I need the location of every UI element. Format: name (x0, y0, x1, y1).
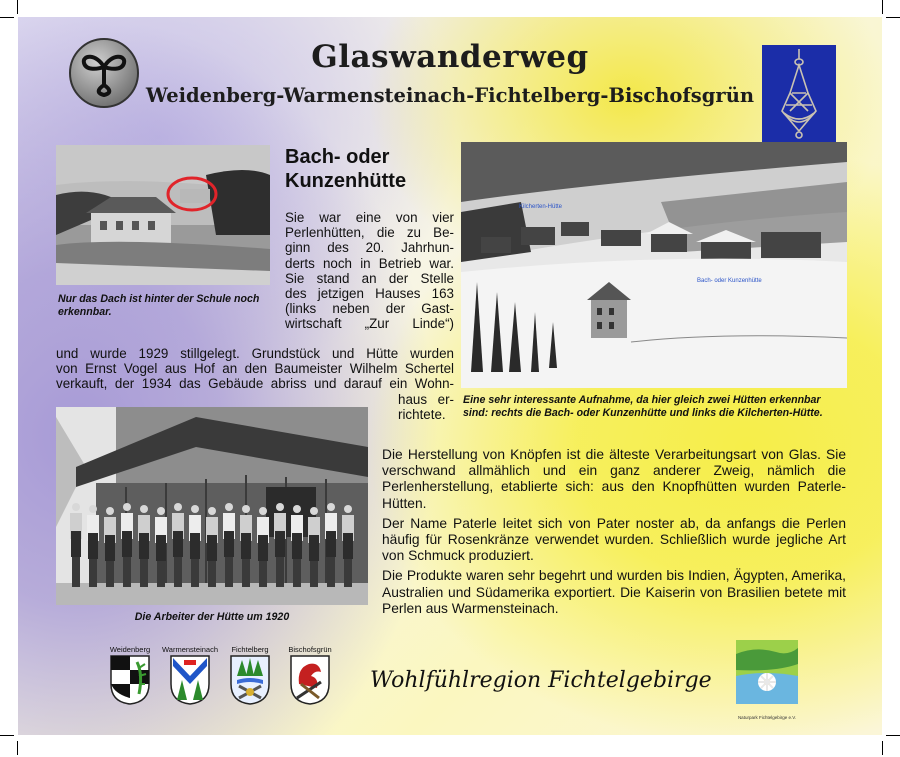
pearl-ornament-photo (762, 45, 836, 145)
section-text-wide (56, 346, 454, 392)
text-line: Sie stand an der Stelle (285, 270, 454, 286)
bischofsgruen-crest-icon (289, 654, 331, 706)
section-text-column (285, 210, 454, 332)
page-title: Glaswanderweg (311, 39, 589, 75)
footer-slogan: Wohlfühlregion Fichtelgebirge (370, 668, 712, 693)
crop-mark (0, 17, 14, 18)
heading-line: Kunzenhütte (285, 170, 407, 192)
text-line: (links neben der Gast- (285, 301, 454, 317)
crest-label: Bischofsgrün (288, 645, 332, 654)
crop-mark (886, 17, 900, 18)
crest-label: Fichtelberg (231, 645, 269, 654)
text-line: des jetzigen Hauses 163 (285, 286, 454, 302)
school-roof-photo (56, 145, 270, 285)
kilcherten-label: Kilcherten-Hütte (519, 204, 563, 210)
section-text-tail (398, 392, 454, 422)
section-heading (285, 145, 406, 193)
crop-mark (0, 735, 14, 736)
photo1-caption: Nur das Dach ist hinter der Schule noch erkennbar. (58, 293, 260, 318)
workers-photo (56, 407, 368, 605)
text-line: und wurde 1929 stillgelegt. Grundstück und Hütte wurden (56, 346, 454, 361)
heading-line: Bach- oder (285, 146, 390, 168)
weidenberg-crest-icon (109, 654, 151, 706)
history-paragraph: Die Produkte waren sehr begehrt und wurden bis Indien, Ägypten, Amerika, Australien und Südamerika exportiert. Die Kaiserin von Brasilien betete mit Perlen aus Warmensteinach. (382, 568, 846, 616)
history-text (382, 447, 846, 621)
text-line: wirtschaft „Zur Linde“) (285, 316, 454, 332)
text-line: von Ernst Vogel aus Hof an den Baumeister Wilhelm Schertel (56, 361, 454, 377)
text-line: haus er- (398, 392, 454, 407)
crest-weidenberg (100, 645, 160, 711)
crest-fichtelberg (220, 645, 280, 711)
crest-warmensteinach (160, 645, 220, 711)
text-line: Perlenhütten, die zu Be- (285, 225, 454, 241)
photo2-caption: Eine sehr interessante Aufnahme, da hier gleich zwei Hütten erkennbar sind: rechts die Bach- oder Kunzenhütte und links die Kilcherten-Hütte. (463, 394, 823, 419)
info-panel (18, 17, 882, 735)
winter-village-photo (461, 142, 847, 388)
text-line: Sie war eine von vier (285, 210, 454, 225)
text-line: verkauft, der 1934 das Gebäude abriss und darauf ein Wohn- (56, 376, 454, 392)
text-line: ginn des 20. Jahrhun- (285, 240, 454, 256)
bach-label: Bach- oder Kunzenhütte (697, 278, 762, 284)
fichtelberg-crest-icon (229, 654, 271, 706)
warmensteinach-crest-icon (169, 654, 211, 706)
naturpark-logo-text: Naturpark Fichtelgebirge e.V. (737, 715, 797, 720)
page-subtitle: Weidenberg-Warmensteinach-Fichtelberg-Bischofsgrün (145, 84, 755, 107)
crop-mark (882, 741, 883, 755)
crest-bischofsgruen (280, 645, 340, 711)
crop-mark (882, 0, 883, 14)
text-line: richtete. (398, 407, 446, 423)
text-line: derts noch in Betrieb war. (285, 255, 454, 271)
photo3-caption: Die Arbeiter der Hütte um 1920 (134, 611, 290, 623)
crop-mark (17, 0, 18, 14)
crest-label: Warmensteinach (162, 645, 218, 654)
crop-mark (886, 735, 900, 736)
naturpark-logo (736, 640, 798, 718)
history-paragraph: Die Herstellung von Knöpfen ist die älteste Verarbeitungsart von Glas. Sie verschwand allmählich und ein ganz anderer Zweig, nämlich die Perlenherstellung, etablierte sich: aus den Knopfhütten wurden Paterle-Hütten. (382, 447, 846, 511)
crest-label: Weidenberg (109, 645, 151, 654)
history-paragraph: Der Name Paterle leitet sich von Pater noster ab, da anfangs die Perlen häufig für Rosenkränze verwendet wurden. Schließlich wurde jegliche Art von Schmuck produziert. (382, 515, 846, 564)
crop-mark (17, 741, 18, 755)
